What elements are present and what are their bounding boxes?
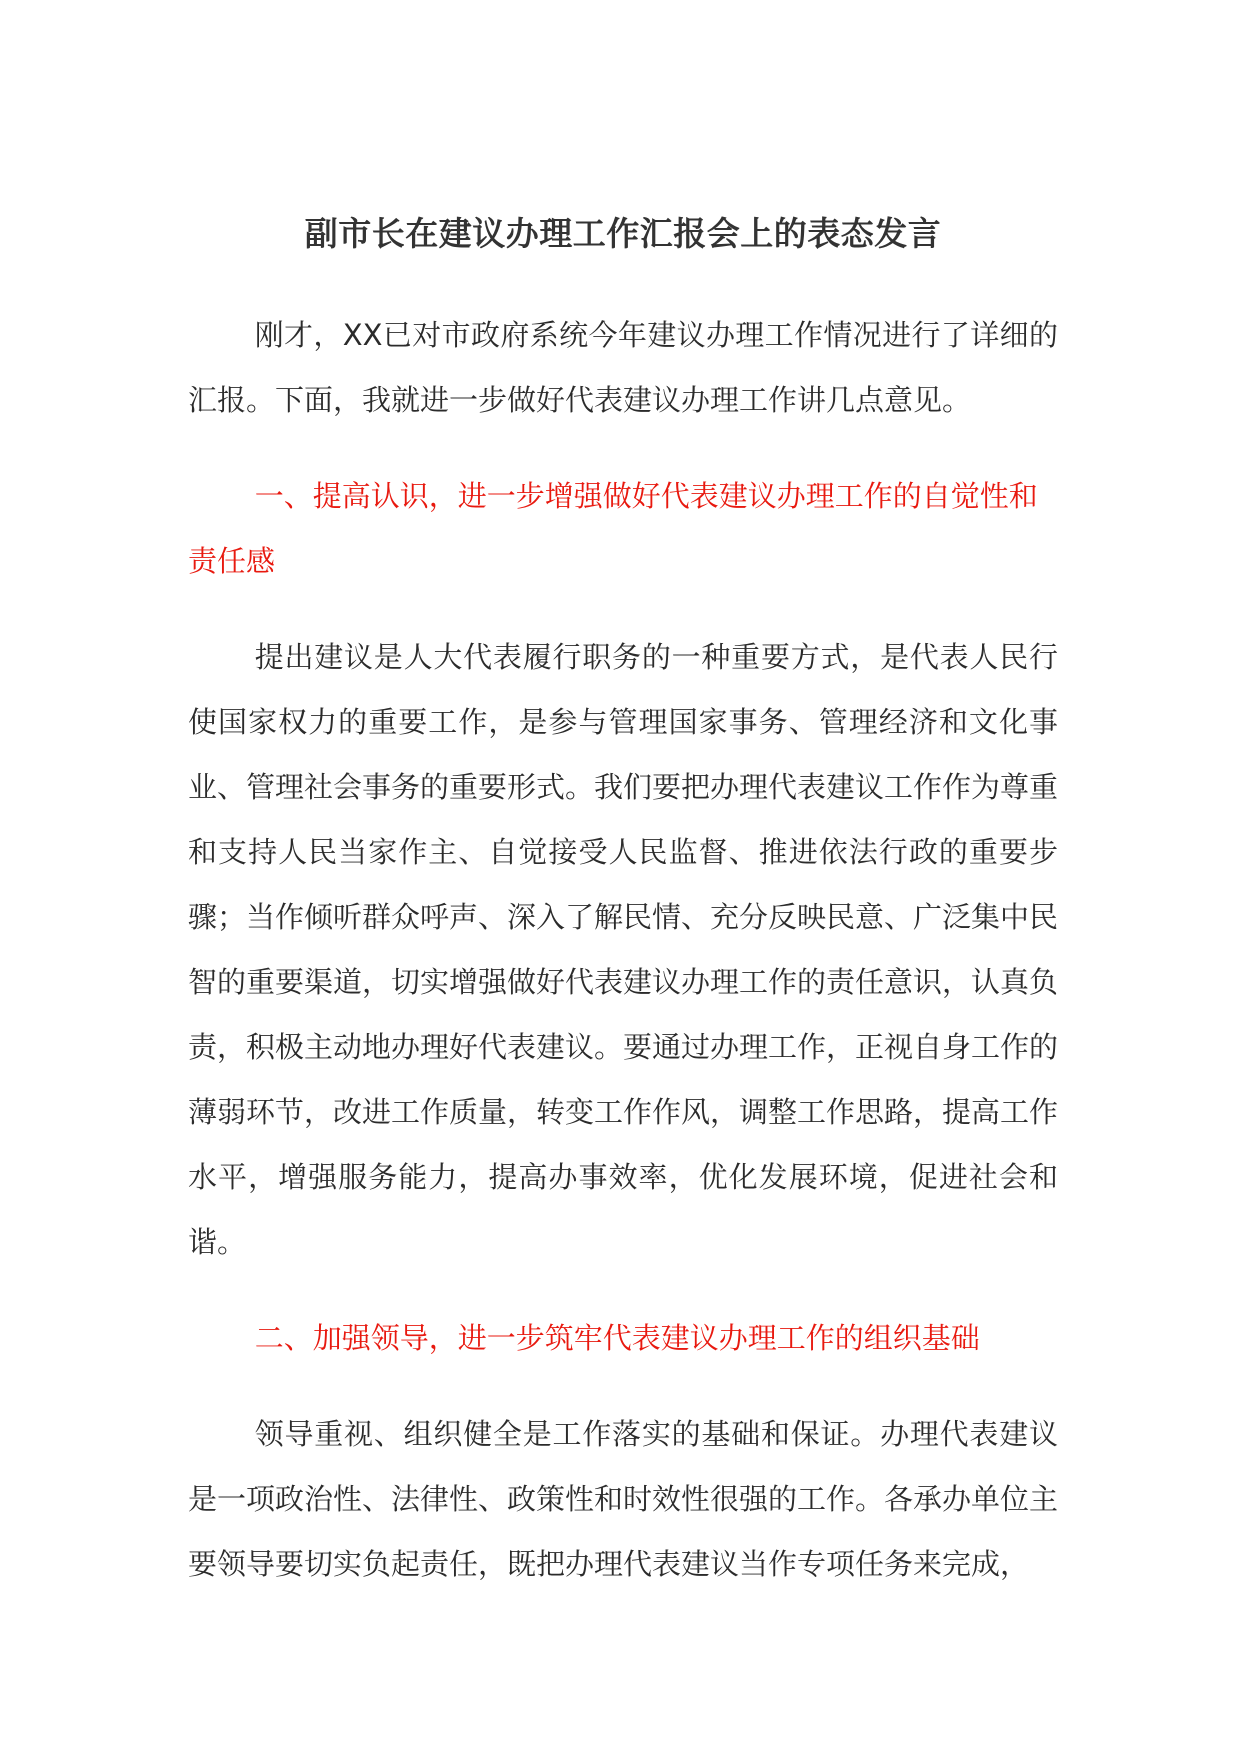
section-1-paragraph: 提出建议是人大代表履行职务的一种重要方式，是代表人民行使国家权力的重要工作，是参与管理国家事务、管理经济和文化事业、管理社会事务的重要形式。我们要把办理代表建议工作作为尊重和支持人民当家作主、自觉接受人民监督、推进依法行政的重要步骤；当作倾听群众呼声、深入了解民情、充分反映民意、广泛集中民智的重要渠道，切实增强做好代表建议办理工作的责任意识，认真负责，积极主动地办理好代表建议。要通过办理工作，正视自身工作的薄弱环节，改进工作质量，转变工作作风，调整工作思路，提高工作水平，增强服务能力，提高办事效率，优化发展环境，促进社会和谐。 (188, 640, 1059, 1259)
section-heading-1: 一、提高认识，进一步增强做好代表建议办理工作的自觉性和责任感 (188, 479, 1038, 578)
section-heading-2: 二、加强领导，进一步筑牢代表建议办理工作的组织基础 (254, 1321, 980, 1355)
section-2-paragraph: 领导重视、组织健全是工作落实的基础和保证。办理代表建议是一项政治性、法律性、政策性和时效性很强的工作。各承办单位主要领导要切实负起责任，既把办理代表建议当作专项任务来完成， (188, 1417, 1059, 1581)
intro-paragraph: 刚才，XX已对市政府系统今年建议办理工作情况进行了详细的汇报。下面，我就进一步做好代表建议办理工作讲几点意见。 (188, 318, 1058, 417)
document-body (188, 205, 1058, 1628)
document-title: 副市长在建议办理工作汇报会上的表态发言 (304, 214, 942, 253)
